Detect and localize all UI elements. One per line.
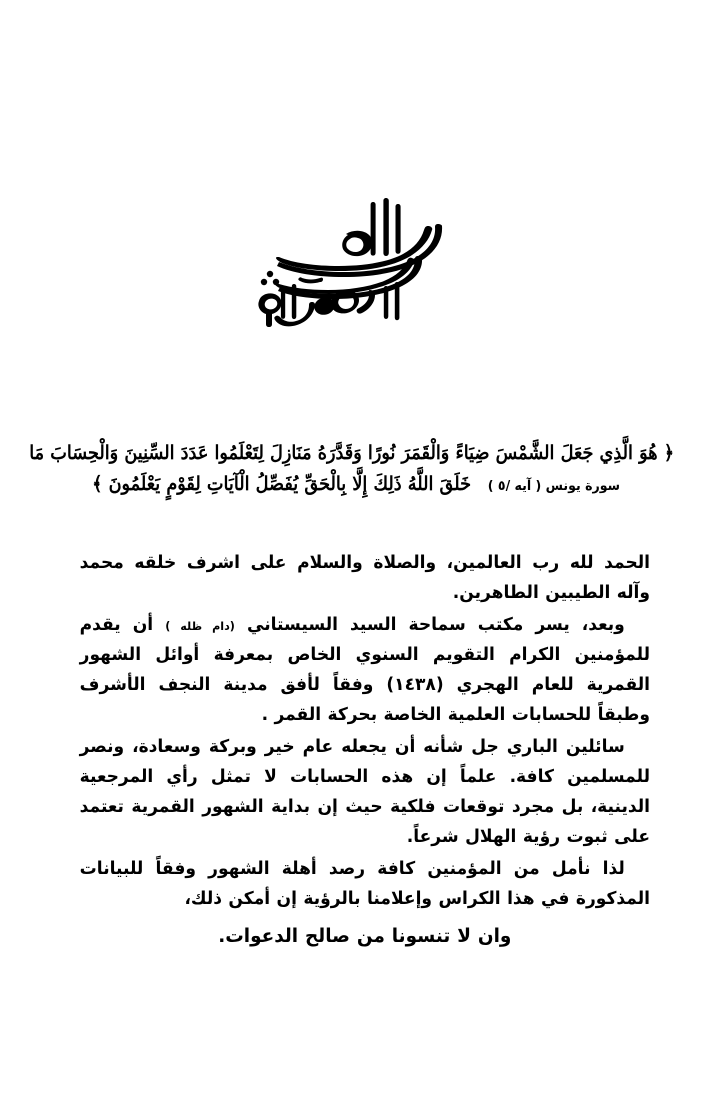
- introduction-suffix: أن يقدم للمؤمنين الكرام التقويم السنوي الخاص بمعرفة أوائل الشهور القمرية للعام الهجري (١٤٣٨) وفقاً لأفق مدينة النجف الأشرف وطبقاً للحسابات العلمية الخاصة بحركة القمر .: [79, 614, 651, 726]
- verse-line-2-text: خَلَقَ اللَّهُ ذَلِكَ إِلَّا بِالْحَقِّ يُفَصِّلُ الْآيَاتِ لِقَوْمٍ يَعْلَمُونَ ﴾: [92, 472, 472, 495]
- preface-body: [62, 548, 650, 953]
- quran-verse: [14, 438, 698, 500]
- verse-source-citation: سورة يونس ( آيه /٥ ): [487, 477, 620, 494]
- introduction-prefix: وبعد، يسر مكتب سماحة السيد السيستاني: [234, 614, 625, 635]
- honorific-note: (دام ظله ): [165, 618, 235, 633]
- paragraph-supplication: سائلين الباري جل شأنه أن يجعله عام خير وبركة وسعادة، ونصر للمسلمين كافة. علماً إن هذه الحسابات لا تمثل رأي المرجعية الدينية، بل مجرد توقعات فلكية حيث إن بداية الشهور القمرية تعتمد على ثبوت رؤية الهلال شرعاً.: [79, 736, 650, 848]
- paragraph-introduction: [80, 610, 650, 731]
- verse-line-1: ﴿ هُوَ الَّذِي جَعَلَ الشَّمْسَ ضِيَاءً وَالْقَمَرَ نُورًا وَقَدَّرَهُ مَنَازِلَ لِتَعْلَمُوا عَدَدَ السِّنِينَ وَالْحِسَابَ مَا: [29, 442, 675, 464]
- paragraph-praise: الحمد لله رب العالمين، والصلاة والسلام على اشرف خلقه محمد وآله الطيبين الطاهرين.: [79, 553, 650, 604]
- basmala-icon: [236, 178, 476, 328]
- basmala-calligraphy: [0, 178, 712, 328]
- verse-line-2-row: [38, 469, 674, 500]
- closing-line: وان لا تنسونا من صالح الدعوات.: [218, 925, 512, 947]
- paragraph-request: لذا نأمل من المؤمنين كافة رصد أهلة الشهور وفقاً للبيانات المذكورة في هذا الكراس وإعلامنا بالرؤية إن أمكن ذلك،: [79, 858, 650, 909]
